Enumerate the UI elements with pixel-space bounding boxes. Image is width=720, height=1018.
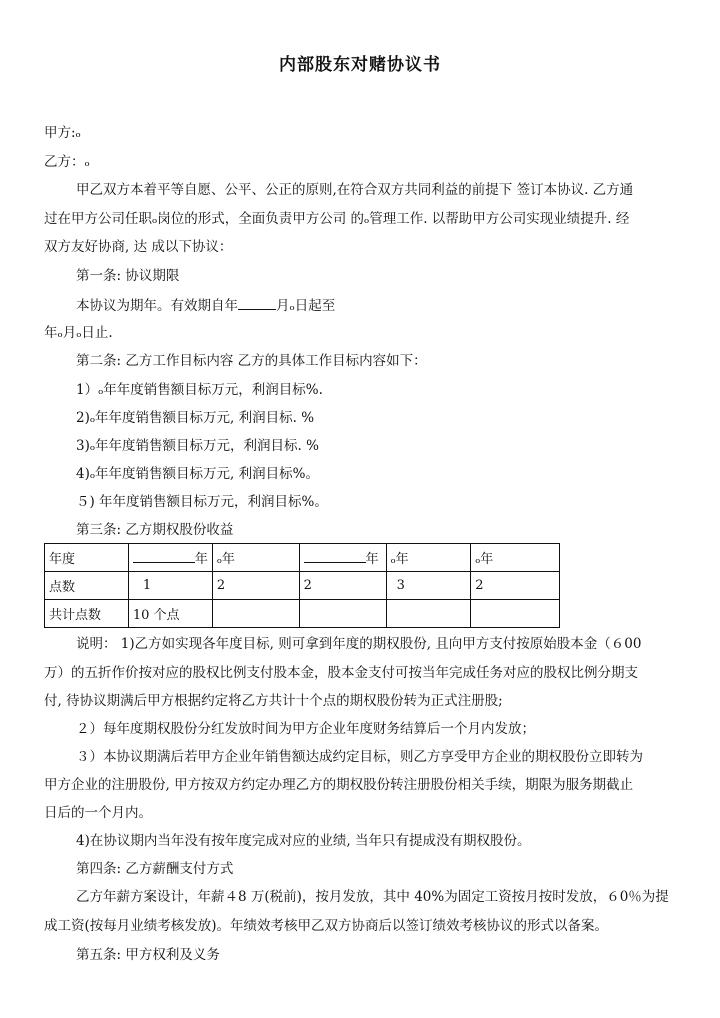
table-cell: 2 [299,572,386,600]
table-row [45,572,560,600]
article-1-term-start: 本协议为期年。有效期自年 [76,298,238,314]
target-item-2: 2)ₒ年年度销售额目标万元, 利润目标. % [76,410,315,426]
table-cell: 点数 [45,572,129,600]
article-1-term-month: 月ₒ日起至 [276,298,336,314]
note-line-1: 说明： 1)乙方如实现各年度目标, 则可拿到年度的期权股份, 且向甲方支付按原始股本金（６00 [76,636,642,652]
table-cell [471,600,560,628]
target-item-1: 1）ₒ年年度销售额目标万元，利润目标%. [76,382,323,398]
note-line-4: ２）每年度期权股份分红发放时间为甲方企业年度财务结算后一个月内发放； [76,721,535,737]
document-title: 内部股东对赌协议书 [279,55,441,75]
target-item-4: 4)ₒ年年度销售额目标万元, 利润目标%。 [76,466,319,482]
blank-underline [133,548,195,563]
table-cell [212,600,299,628]
table-cell [386,600,471,628]
table-cell: ₒ年 [386,544,471,572]
article-2-heading: 第二条: 乙方工作目标内容 乙方的具体工作目标内容如下： [76,353,427,369]
article-4-line-1: 乙方年薪方案设计，年薪４8 万(税前)，按月发放，其中 40%为固定工资按月按时发放，６0％为提 [76,889,669,905]
article-5-heading: 第五条: 甲方权利及义务 [76,947,220,963]
blank-underline [238,295,276,310]
table-cell [299,600,386,628]
blank-underline [304,548,366,563]
intro-line-1: 甲乙双方本着平等自愿、公平、公正的原则,在符合双方共同利益的前提下 签订本协议. 乙方通 [76,182,634,198]
table-cell: 年 [128,544,212,572]
table-cell: 1 [128,572,212,600]
intro-line-2: 过在甲方公司任职ₒ岗位的形式，全面负责甲方公司 的ₒ管理工作. 以帮助甲方公司实现业绩提升. 经 [44,211,630,227]
table-cell: ₒ年 [471,544,560,572]
intro-line-3: 双方友好协商, 达 成以下协议： [44,239,233,255]
table-cell: 共计点数 [45,600,129,628]
article-4-line-2: 成工资(按每月业绩考核发放)。年绩效考核甲乙双方协商后以签订绩效考核协议的形式以备案。 [44,918,609,934]
table-cell: 2 [471,572,560,600]
article-3-heading: 第三条: 乙方期权股份收益 [76,522,234,538]
table-row [45,544,560,572]
equity-table [44,543,560,628]
article-1-heading: 第一条: 协议期限 [76,268,180,284]
article-1-term-end: 年ₒ月ₒ日止. [44,325,113,341]
table-row [45,600,560,628]
note-line-6: 甲方企业的注册股份, 甲方按双方约定办理乙方的期权股份转注册股份相关手续，期限为服务期截止 [44,777,634,793]
article-4-heading: 第四条: 乙方薪酬支付方式 [76,861,234,877]
note-line-7: 日后的一个月内。 [44,805,152,821]
party-a-line: 甲方:ₒ [44,125,81,141]
article-1-term-line [76,295,335,315]
table-cell: 年 [299,544,386,572]
target-item-5: ５) 年年度销售额目标万元，利润目标%。 [76,494,328,510]
note-line-8: 4)在协议期内当年没有按年度完成对应的业绩, 当年只有提成没有期权股份。 [76,833,531,849]
table-cell: 2 [212,572,299,600]
target-item-3: 3)ₒ年年度销售额目标万元，利润目标. % [76,438,319,454]
party-b-line: 乙方：ₒ [44,154,90,170]
table-cell: 3 [386,572,471,600]
table-cell: 年度 [45,544,129,572]
table-cell: ₒ年 [212,544,299,572]
note-line-2: 万）的五折作价按对应的股权比例支付股本金，股本金支付可按当年完成任务对应的股权比例分期支 [44,665,638,681]
note-line-3: 付, 待协议期满后甲方根据约定将乙方共计十个点的期权股份转为正式注册股; [44,693,503,709]
note-line-5: ３）本协议期满后若甲方企业年销售额达成约定目标，则乙方享受甲方企业的期权股份立即转为 [76,749,643,765]
table-cell: 10 个点 [128,600,212,628]
